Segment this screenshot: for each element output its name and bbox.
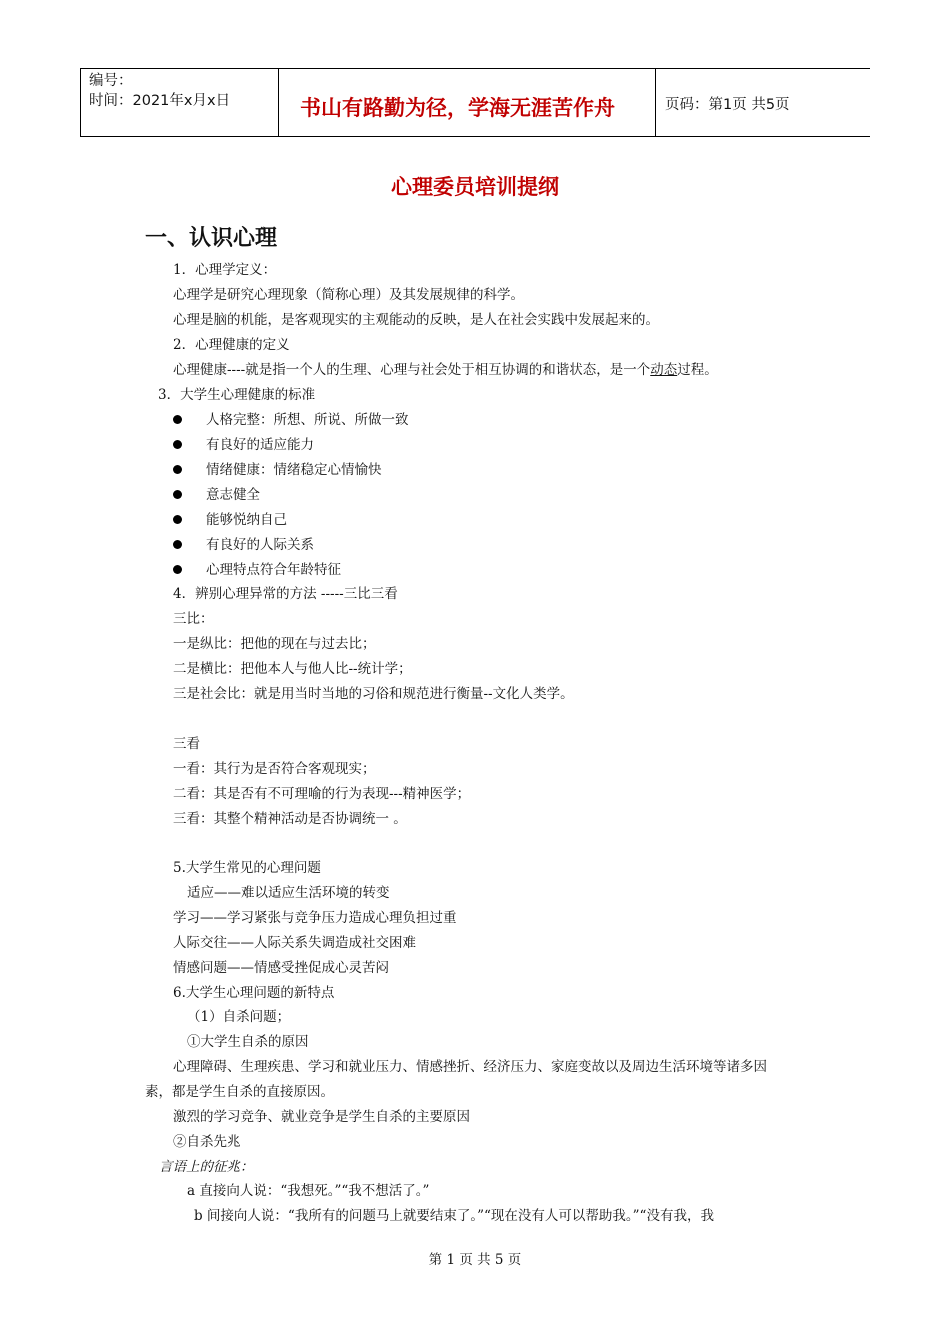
section-heading: 一、认识心理 (145, 226, 278, 251)
paragraph-line: 适应——难以适应生活环境的转变 (187, 885, 390, 901)
number-label: 编号： (89, 73, 133, 89)
paragraph-line: 4．辨别心理异常的方法 -----三比三看 (173, 586, 398, 602)
bullet-icon (173, 440, 182, 449)
bullet-icon (173, 415, 182, 424)
list-item: 人格完整：所想、所说、所做一致 (206, 412, 409, 428)
paragraph-line: 心理障碍、生理疾患、学习和就业压力、情感挫折、经济压力、家庭变故以及周边生活环境等诸多因 (173, 1059, 767, 1075)
list-item: 心理特点符合年龄特征 (206, 562, 341, 578)
paragraph-line: 5.大学生常见的心理问题 (173, 860, 321, 876)
list-item: 有良好的适应能力 (206, 437, 314, 453)
paragraph-line: 三是社会比：就是用当时当地的习俗和规范进行衡量--文化人类学。 (173, 686, 574, 702)
header-page-cell (655, 69, 870, 136)
paragraph-line: （1）自杀问题； (187, 1009, 291, 1025)
paragraph-line: 三看 (173, 736, 200, 752)
underlined-text: 动态 (650, 362, 678, 378)
page-footer: 第 1 页 共 5 页 (428, 1252, 522, 1268)
paragraph-line: 一是纵比：把他的现在与过去比； (173, 636, 376, 652)
header-info-cell (80, 69, 279, 136)
paragraph-line: 三比： (173, 611, 214, 627)
paragraph-line: 素，都是学生自杀的直接原因。 (145, 1084, 334, 1100)
paragraph-line: 激烈的学习竞争、就业竞争是学生自杀的主要原因 (173, 1109, 470, 1125)
bullet-icon (173, 540, 182, 549)
paragraph-line: 1．心理学定义： (173, 262, 277, 278)
paragraph-line: 三看：其整个精神活动是否协调统一 。 (173, 811, 407, 827)
paragraph-line: 2．心理健康的定义 (173, 337, 290, 353)
paragraph-line: ②自杀先兆 (173, 1134, 241, 1150)
paragraph-line: 6.大学生心理问题的新特点 (173, 985, 335, 1001)
paragraph-line (173, 361, 718, 379)
paragraph-line: 一看：其行为是否符合客观现实； (173, 761, 376, 777)
bullet-icon (173, 565, 182, 574)
bullet-icon (173, 465, 182, 474)
text-span: 心理健康----就是指一个人的生理、心理与社会处于相互协调的和谐状态，是一个 (173, 362, 651, 378)
list-item: 有良好的人际关系 (206, 537, 314, 553)
paragraph-line: 二看：其是否有不可理喻的行为表现---精神医学； (173, 786, 471, 802)
list-item: 情绪健康：情绪稳定心情愉快 (206, 462, 382, 478)
paragraph-line: 情感问题——情感受挫促成心灵苦闷 (173, 960, 389, 976)
paragraph-line: b 间接向人说：“我所有的问题马上就要结束了。”“现在没有人可以帮助我。”“没有我，我 (194, 1208, 714, 1224)
paragraph-line: 心理是脑的机能，是客观现实的主观能动的反映，是人在社会实践中发展起来的。 (173, 312, 659, 328)
list-item: 意志健全 (206, 487, 260, 503)
page-number-label: 页码：第1页 共5页 (665, 97, 790, 113)
paragraph-line: 学习——学习紧张与竞争压力造成心理负担过重 (173, 910, 457, 926)
bullet-icon (173, 490, 182, 499)
document-title: 心理委员培训提纲 (391, 175, 559, 199)
paragraph-line: ①大学生自杀的原因 (187, 1034, 309, 1050)
motto: 书山有路勤为径，学海无涯苦作舟 (300, 96, 615, 120)
header-motto-cell (278, 69, 656, 136)
list-item: 能够悦纳自己 (206, 512, 287, 528)
header-table (80, 68, 870, 137)
time-label: 时间：2021年x月x日 (89, 93, 231, 109)
bullet-icon (173, 515, 182, 524)
paragraph-line: 3．大学生心理健康的标准 (158, 387, 316, 403)
text-span: 过程。 (677, 362, 718, 378)
paragraph-line: a 直接向人说：“我想死。”“我不想活了。” (187, 1183, 430, 1199)
paragraph-line: 人际交往——人际关系失调造成社交困难 (173, 935, 416, 951)
paragraph-line: 心理学是研究心理现象（简称心理）及其发展规律的科学。 (173, 287, 524, 303)
paragraph-line: 言语上的征兆： (159, 1159, 254, 1175)
paragraph-line: 二是横比：把他本人与他人比--统计学； (173, 661, 412, 677)
